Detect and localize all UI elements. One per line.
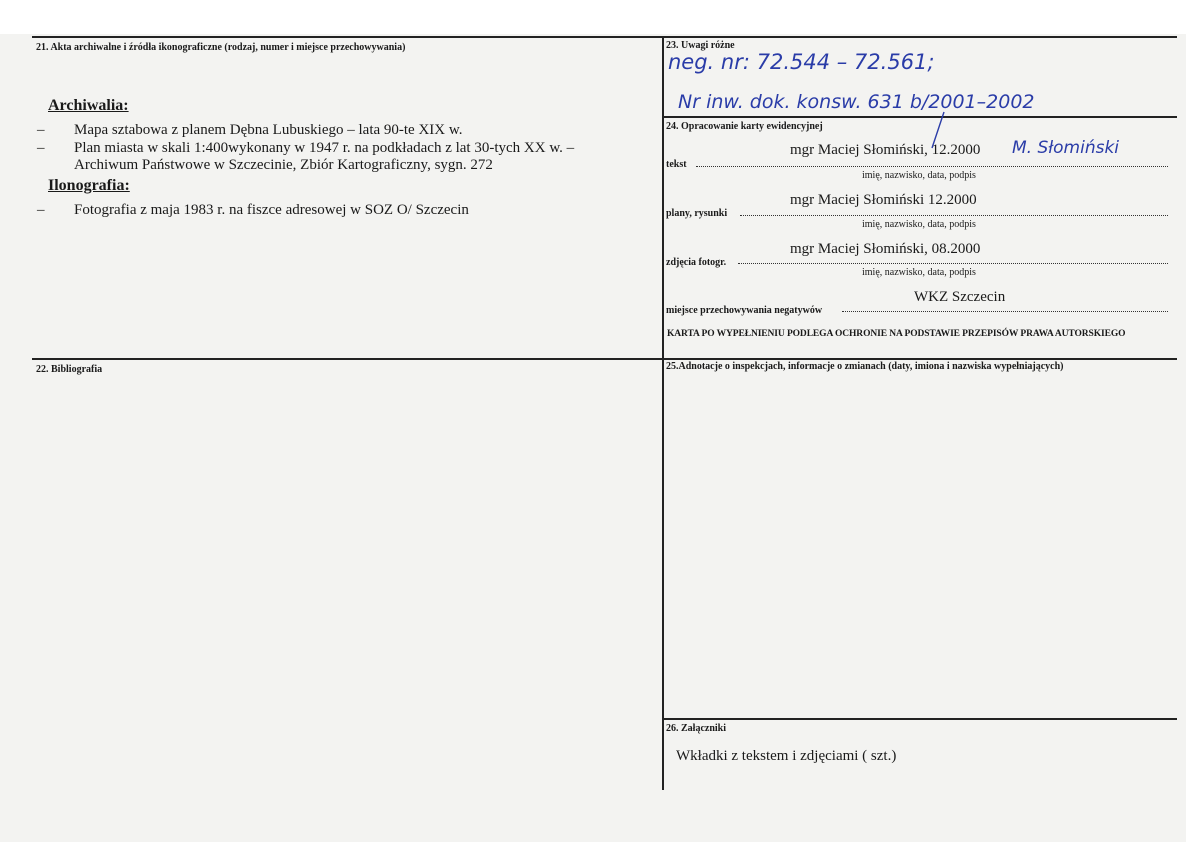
handwritten-negative-numbers: neg. nr: 72.544 – 72.561;	[668, 50, 935, 74]
list-dash: –	[37, 140, 45, 156]
list-item-text: Archiwum Państwowe w Szczecinie, Zbiór Kartograficzny, sygn. 272	[74, 157, 493, 173]
top-rule	[32, 36, 1177, 38]
author-photos-value: mgr Maciej Słomiński, 08.2000	[790, 241, 981, 257]
list-item	[37, 122, 637, 142]
author-plans-value: mgr Maciej Słomiński 12.2000	[790, 192, 977, 208]
attachments-text: Wkładki z tekstem i zdjęciami ( szt.)	[676, 748, 897, 764]
section-25-header: 25.Adnotacje o inspekcjach, informacje o zmianach (daty, imiona i nazwiska wypełniających)	[666, 361, 1064, 372]
author-photos-label: zdjęcia fotogr.	[666, 257, 727, 268]
column-divider	[662, 36, 664, 790]
section-21-header: 21. Akta archiwalne i źródła ikonograficzne (rodzaj, numer i miejsce przechowywania)	[36, 42, 406, 53]
dotted-line	[740, 214, 1168, 216]
section-24-header: 24. Opracowanie karty ewidencyjnej	[666, 121, 823, 132]
field-caption: imię, nazwisko, data, podpis	[862, 267, 976, 278]
section-26-header: 26. Załączniki	[666, 723, 727, 734]
middle-rule	[32, 358, 1177, 360]
copyright-notice: KARTA PO WYPEŁNIENIU PODLEGA OCHRONIE NA PODSTAWIE PRZEPISÓW PRAWA AUTORSKIEGO	[667, 329, 1126, 339]
negatives-storage-value: WKZ Szczecin	[914, 289, 1006, 305]
handwritten-inventory-number: Nr inw. dok. konsw. 631 b/2001–2002	[678, 91, 1035, 113]
author-text-label: tekst	[666, 159, 687, 170]
negatives-storage-label: miejsce przechowywania negatywów	[666, 305, 823, 316]
dotted-line	[696, 165, 1168, 167]
dotted-line	[842, 310, 1168, 312]
ilonografia-heading: Ilonografia:	[48, 177, 130, 194]
rule-24-top	[662, 116, 1177, 118]
author-plans-label: plany, rysunki	[666, 208, 728, 219]
section-22-header: 22. Bibliografia	[36, 364, 103, 375]
dotted-line	[738, 262, 1168, 264]
list-item	[37, 202, 637, 222]
field-caption: imię, nazwisko, data, podpis	[862, 219, 976, 230]
list-dash: –	[37, 122, 45, 138]
field-caption: imię, nazwisko, data, podpis	[862, 170, 976, 181]
list-item-text: Mapa sztabowa z planem Dębna Lubuskiego – lata 90-te XIX w.	[74, 122, 463, 138]
page-top-margin	[0, 0, 1199, 34]
archiwalia-heading: Archiwalia:	[48, 97, 129, 114]
list-item-text: Fotografia z maja 1983 r. na fiszce adresowej w SOZ O/ Szczecin	[74, 202, 469, 218]
list-item	[37, 140, 637, 176]
section-23-header: 23. Uwagi różne	[666, 40, 735, 51]
signature-icon: M. Słomiński	[1012, 138, 1120, 158]
page-right-margin	[1186, 0, 1199, 842]
author-text-value: mgr Maciej Słomiński, 12.2000	[790, 142, 981, 158]
rule-26-top	[662, 718, 1177, 720]
list-item-text: Plan miasta w skali 1:400wykonany w 1947 r. na podkładach z lat 30-tych XX w. –	[74, 140, 575, 156]
list-dash: –	[37, 202, 45, 218]
